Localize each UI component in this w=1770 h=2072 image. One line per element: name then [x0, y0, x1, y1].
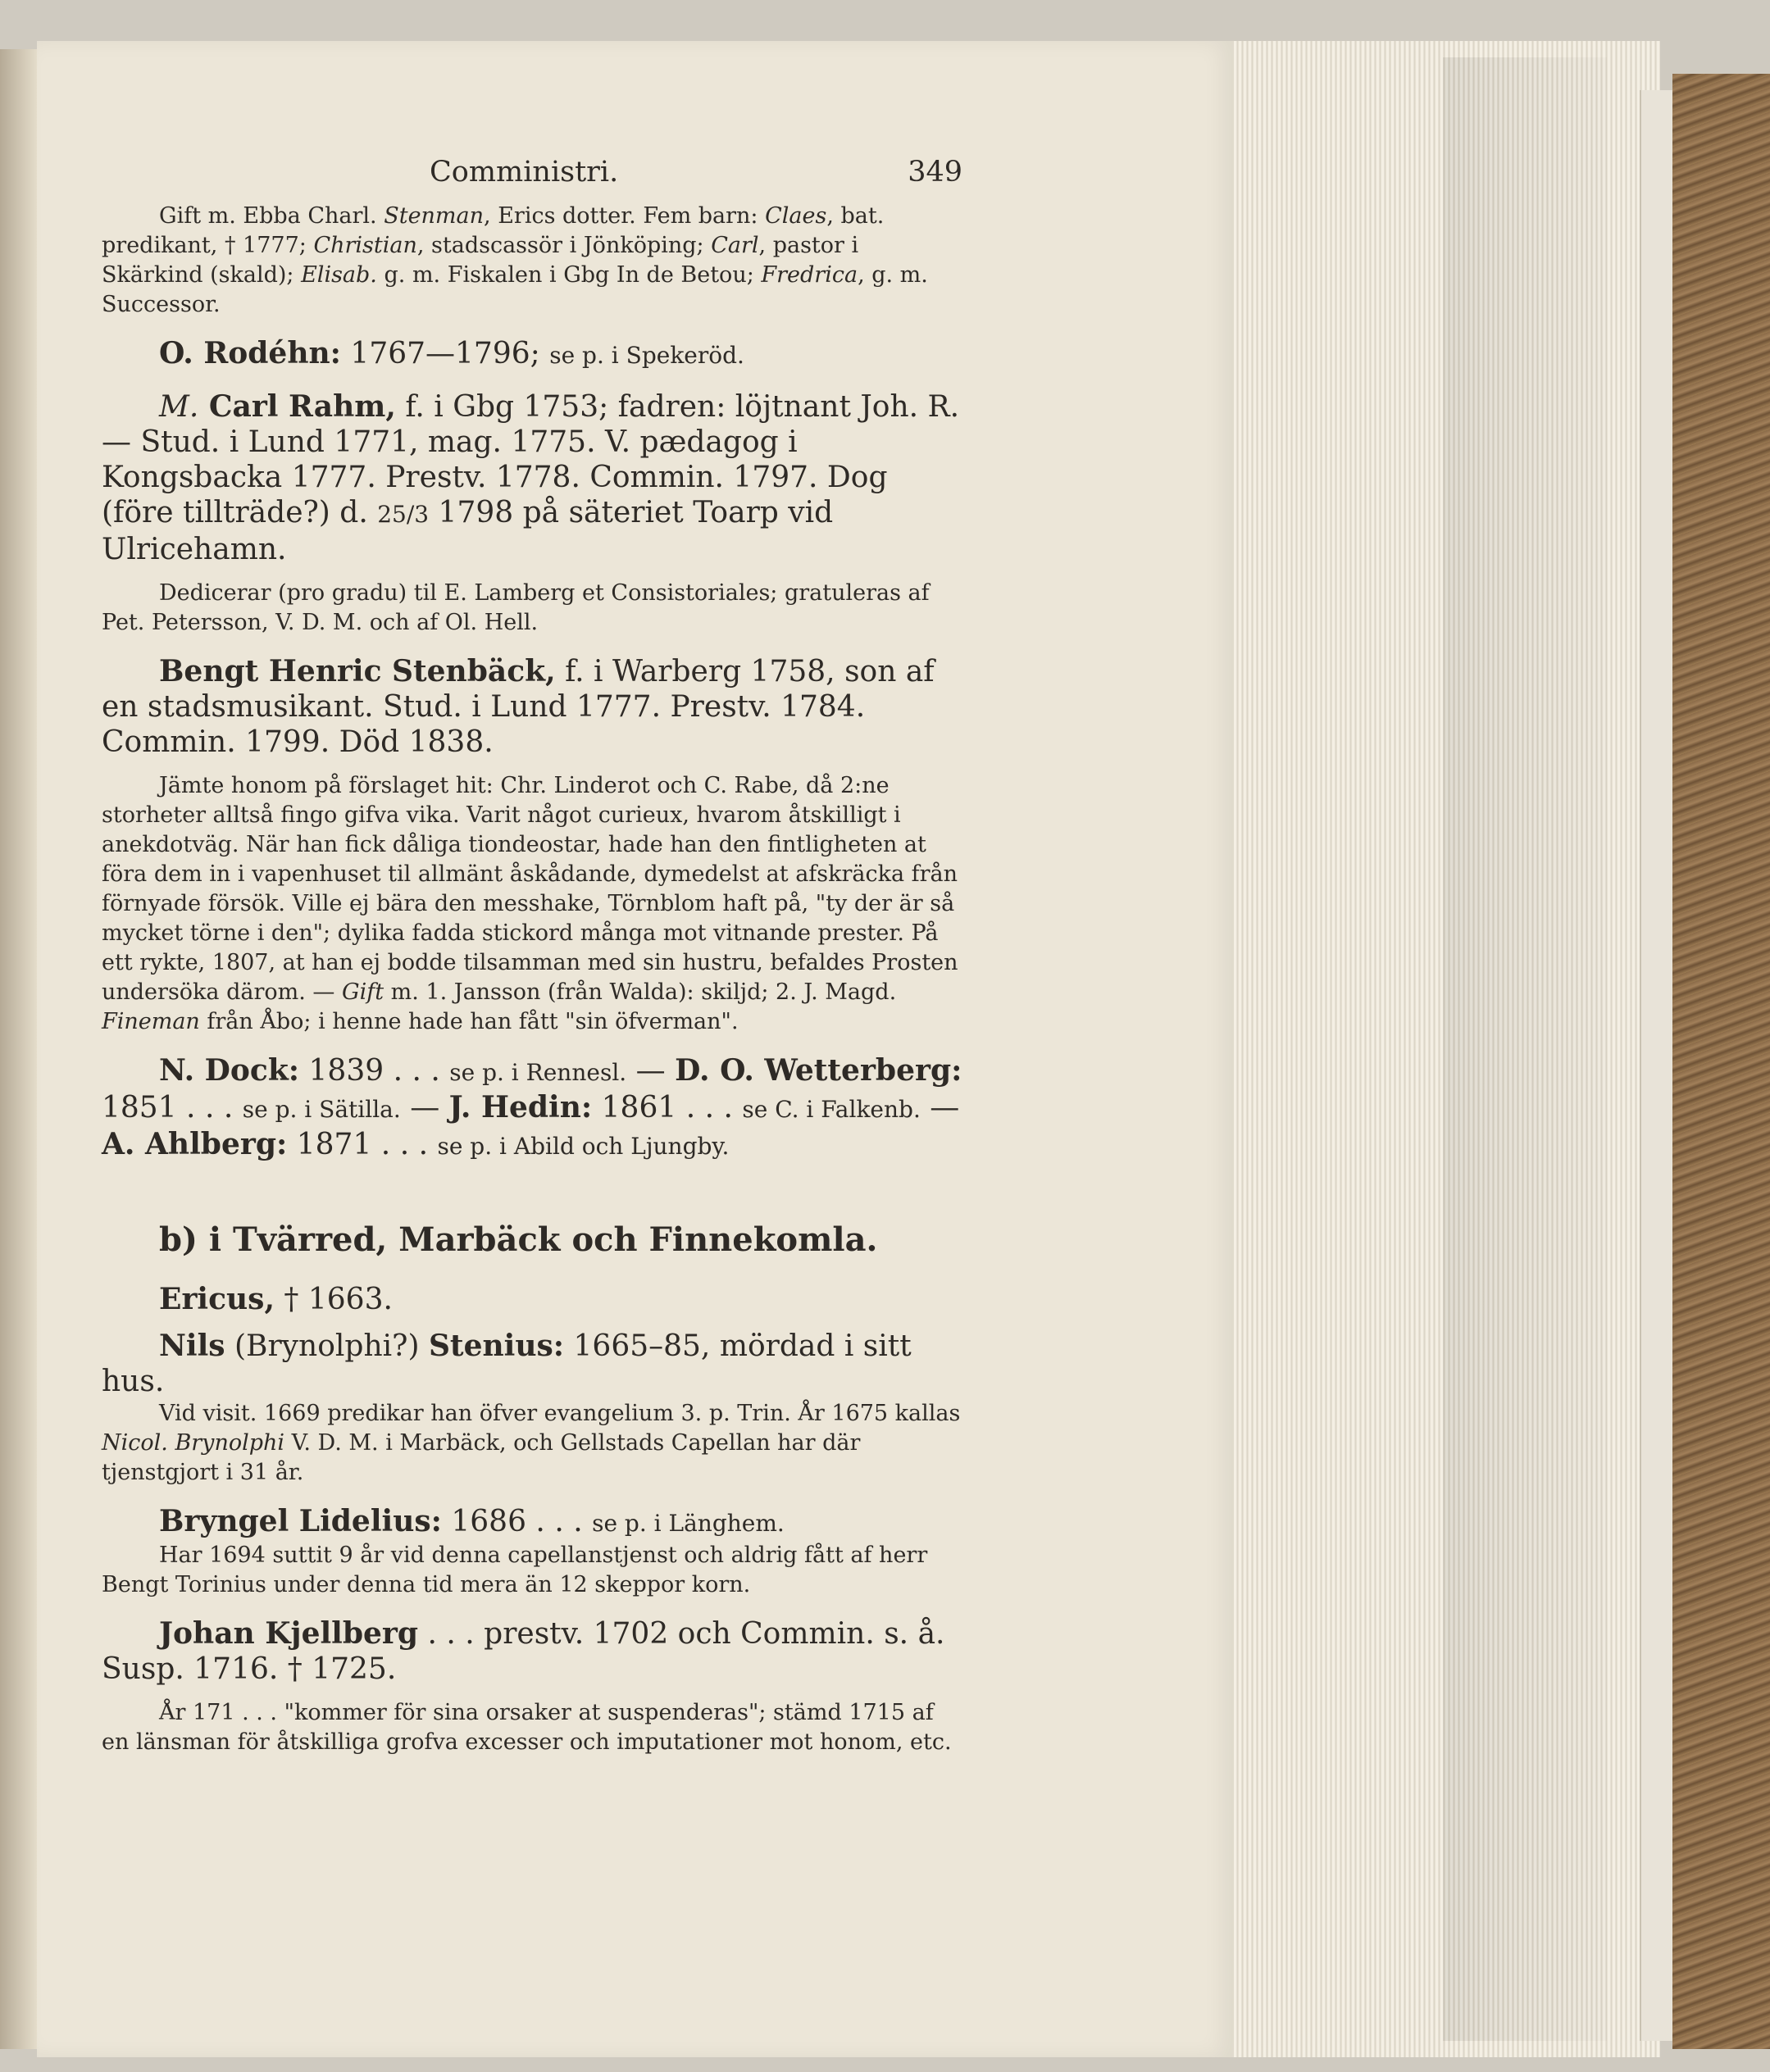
text-run: † 1663. [274, 1283, 393, 1316]
text-run: 1871 . . . [287, 1128, 438, 1161]
entry-note-stenback [102, 771, 962, 1037]
running-header [102, 156, 962, 202]
entry-name: Nils [159, 1329, 225, 1363]
entry-stenius [102, 1329, 962, 1399]
cross-reference: se p. i Rennesl. [449, 1059, 627, 1086]
italic-name: Carl [711, 233, 759, 258]
page-block-shadow [1443, 57, 1607, 2041]
text-run: 1839 . . . [299, 1054, 450, 1088]
text-run: , stadscassör i Jönköping; [416, 233, 712, 258]
text-run: Jämte honom på förslaget hit: Chr. Linderot och C. Rabe, då 2:ne storheter alltså fingo gifva vika. Varit något curieux, hvarom åtskilligt i anekdotväg. När han fick dåliga tiondeostar, hade han den fintligheten at föra dem in i vapenhuset til allmänt åskådande, dymedelst at afskräcka från förnyade försök. Ville ej bära den messhake, Törnblom haft på, "ty der är så mycket törne i den"; dylika fadda stickord många mot vitnande prester. På ett rykte, 1807, at han ej bodde tilsamman med sin hustru, befaldes Prosten undersöka därom. — [102, 773, 958, 1005]
text-run: , g. m. Successor. [102, 262, 928, 317]
text-run: , bat. predikant, † 1777; [102, 203, 885, 258]
cover-board-edge [1640, 90, 1674, 2041]
text-run: — [400, 1091, 449, 1125]
text-run: 1665–85, mördad i sitt hus. [102, 1329, 912, 1398]
italic-name: Fineman [102, 1009, 200, 1034]
entry-prefix: M. [159, 390, 199, 424]
text-run: (Brynolphi?) [225, 1329, 429, 1363]
entry-name: Stenius: [428, 1329, 565, 1363]
text-run: g. m. Fiskalen i Gbg In de Betou; [376, 262, 762, 288]
text-run: V. D. M. i Marbäck, och Gellstads Capellan har där tjenstgjort i 31 år. [102, 1430, 861, 1485]
entry-note-family [102, 202, 962, 320]
entry-note-rahm: Dedicerar (pro gradu) til E. Lamberg et Consistoriales; gratuleras af Pet. Petersson, V. D. M. och af Ol. Hell. [102, 580, 930, 635]
entry-name: N. Dock: [159, 1053, 300, 1088]
text-run: f. i Warberg 1758, son af en stadsmusikant. Stud. i Lund 1777. Prestv. 1784. Commin. 1799. Död 1838. [102, 655, 935, 759]
cross-reference: se p. i Abild och Ljungby. [437, 1133, 730, 1160]
entry-lidelius [102, 1504, 962, 1541]
book-spine [1672, 74, 1770, 2049]
cross-reference: se p. i Länghem. [592, 1510, 785, 1537]
cross-reference: se p. i Sätilla. [242, 1096, 401, 1123]
text-run: Vid visit. 1669 predikar han öfver evangelium 3. p. Trin. År 1675 kallas [159, 1401, 961, 1426]
italic-name: Christian [313, 233, 417, 258]
entry-note-stenius [102, 1399, 962, 1488]
cross-reference: se C. i Falkenb. [742, 1096, 921, 1123]
italic-name: Nicol. Brynolphi [102, 1430, 285, 1456]
text-run: — [626, 1054, 676, 1088]
entry-name: O. Rodéhn: [159, 336, 341, 370]
italic-name: Stenman [384, 203, 485, 229]
italic-word: Gift [342, 979, 384, 1005]
text-run: 1686 . . . [441, 1505, 593, 1538]
italic-name: Fredrica [761, 262, 858, 288]
entry-rodehn [102, 336, 962, 373]
italic-name: Claes [765, 203, 827, 229]
entry-name: Ericus, [159, 1282, 275, 1316]
section-heading: b) i Tvärred, Marbäck och Finnekomla. [159, 1220, 878, 1259]
text-run: , pastor i Skärkind (skald); [102, 233, 859, 288]
entry-successors [102, 1053, 962, 1164]
text-run: . . . prestv. 1702 och Commin. s. å. Susp. 1716. † 1725. [102, 1617, 945, 1686]
entry-name: Johan Kjellberg [159, 1616, 419, 1651]
page-number: 349 [908, 156, 962, 189]
cross-reference: se p. i Spekeröd. [549, 342, 744, 369]
entry-stenback [102, 654, 962, 760]
header-title: Comministri. [430, 156, 619, 189]
entry-kjellberg [102, 1616, 962, 1687]
page-text [102, 156, 962, 1757]
entry-name: Carl Rahm, [198, 389, 396, 424]
text-run: — [920, 1091, 960, 1125]
text-run: 1767—1796; [340, 337, 550, 370]
entry-name: D. O. Wetterberg: [675, 1053, 962, 1088]
text-run: , Erics dotter. Fem barn: [484, 203, 766, 229]
entry-name: A. Ahlberg: [102, 1127, 288, 1161]
entry-name: Bengt Henric Stenbäck, [159, 654, 556, 688]
date-fraction: 25/3 [377, 501, 430, 528]
text-run: från Åbo; i henne hade han fått "sin öfverman". [199, 1009, 739, 1034]
entry-name: J. Hedin: [448, 1090, 593, 1125]
entry-note-kjellberg: År 171 . . . "kommer för sina orsaker at suspenderas"; stämd 1715 af en länsman för åtskilliga grofva excesser och imputationer mot honom, etc. [102, 1700, 952, 1755]
entry-name: Bryngel Lidelius: [159, 1504, 442, 1538]
text-run: m. 1. Jansson (från Walda): skiljd; 2. J. Magd. [384, 979, 897, 1005]
text-run: 1851 . . . [102, 1091, 243, 1125]
text-run: 1861 . . . [592, 1091, 743, 1125]
text-run: 1798 på säteriet Toarp vid Ulricehamn. [102, 496, 834, 566]
entry-ericus [102, 1282, 962, 1317]
entry-rahm [102, 389, 962, 567]
text-run: f. i Gbg 1753; fadren: löjtnant Joh. R. — Stud. i Lund 1771, mag. 1775. V. pædagog i Kongsbacka 1777. Prestv. 1778. Commin. 1797. Dog (före tillträde?) d. [102, 390, 960, 529]
left-page-edge [0, 49, 37, 2049]
italic-name: Elisab. [301, 262, 377, 288]
text-run: Gift m. Ebba Charl. [159, 203, 384, 229]
entry-note-lidelius: Har 1694 suttit 9 år vid denna capellanstjenst och aldrig fått af herr Bengt Torinius under denna tid mera än 12 skeppor korn. [102, 1543, 928, 1597]
